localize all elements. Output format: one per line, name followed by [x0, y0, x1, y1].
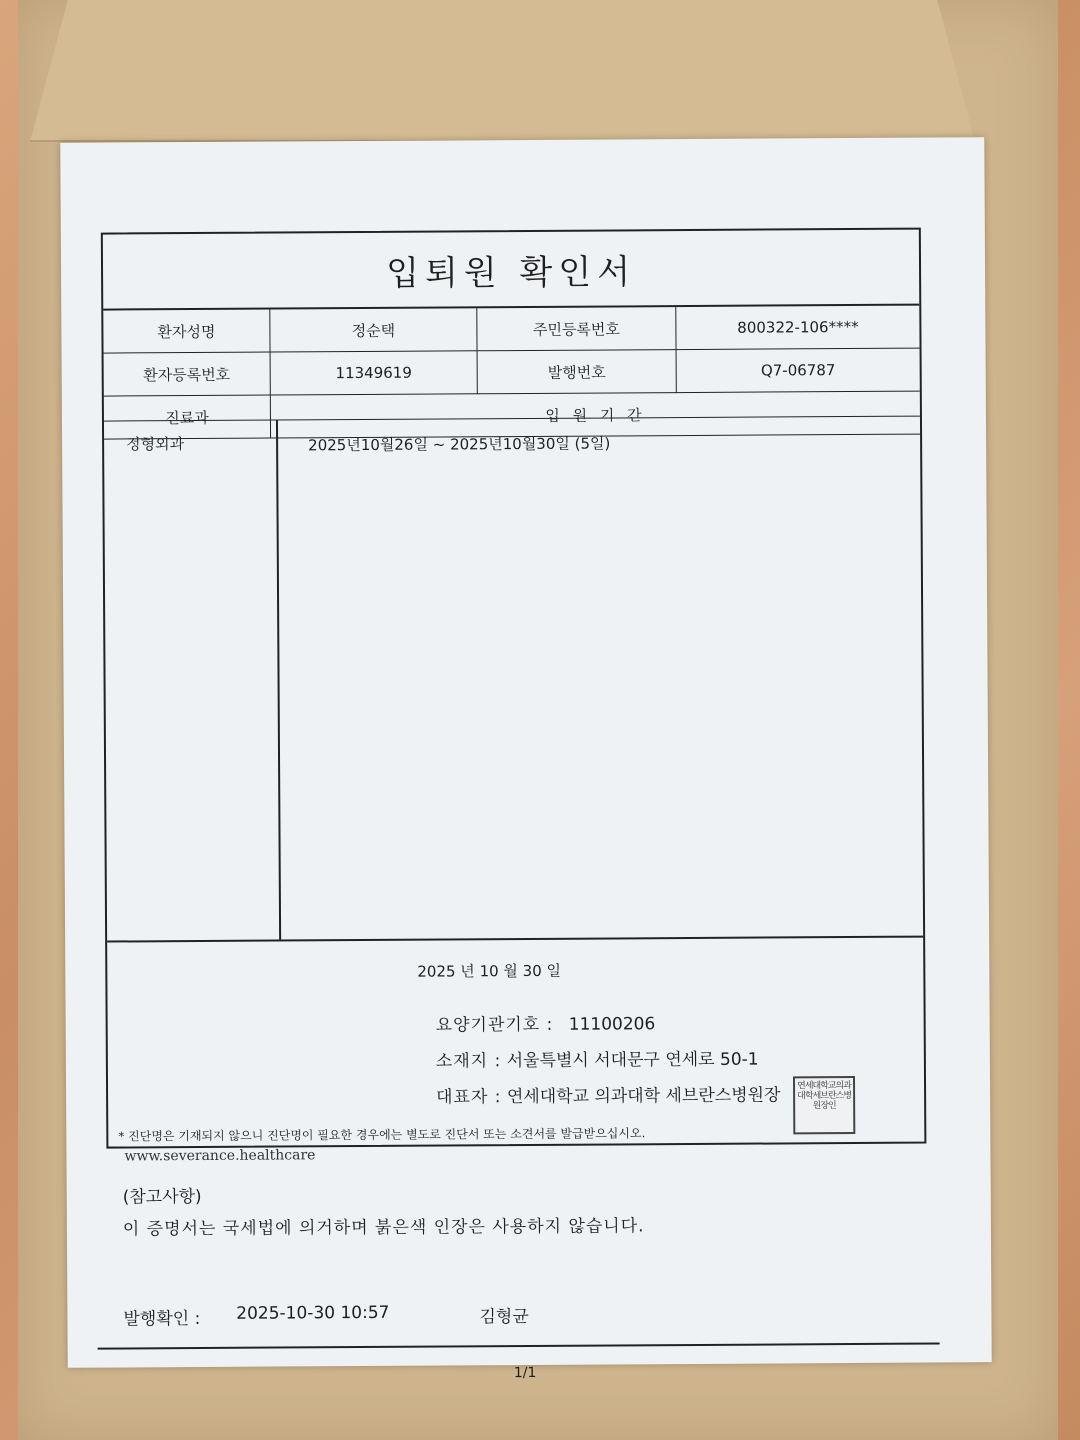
address: 서울특별시 서대문구 연세로 50-1 — [506, 1049, 759, 1072]
page-number: 1/1 — [513, 1364, 537, 1382]
period-label: 입 원 기 간 — [270, 391, 920, 438]
certificate-form — [101, 228, 927, 1149]
resident-no-label: 주민등록번호 — [477, 307, 676, 351]
issue-confirm-person: 김형균 — [479, 1306, 529, 1328]
certificate-paper — [60, 137, 991, 1382]
department-value: 정형외과 — [126, 435, 185, 454]
admission-period-value: 2025년10월26일 ~ 2025년10월30일 (5일) — [308, 434, 611, 455]
issue-confirm-label: 발행확인 : — [123, 1309, 201, 1330]
resident-no: 800322-106**** — [676, 306, 920, 350]
institution-code-label: 요양기관기호 : — [435, 1014, 554, 1036]
address-label: 소재지 : — [435, 1051, 502, 1072]
table-row — [104, 348, 920, 396]
department-column — [104, 421, 281, 942]
official-seal: 연세대학교의과대학세브란스병원장인 — [793, 1076, 855, 1134]
reference-text: 이 증명서는 국세법에 의거하며 붉은색 인장은 사용하지 않습니다. — [122, 1216, 645, 1240]
address-line — [436, 1045, 759, 1072]
issue-confirmation — [123, 1302, 528, 1329]
institution-code: 11100206 — [568, 1014, 656, 1035]
department-label: 진료과 — [104, 395, 271, 439]
envelope-flap — [30, 0, 975, 142]
issue-no: Q7-06787 — [676, 348, 920, 392]
institution-code-line — [436, 1009, 656, 1035]
patient-name-label: 환자성명 — [103, 310, 270, 354]
issue-no-label: 발행번호 — [477, 350, 676, 394]
record-body — [104, 416, 923, 942]
patient-reg-no-label: 환자등록번호 — [104, 352, 271, 396]
representative-label: 대표자 : — [436, 1087, 502, 1108]
representative: 연세대학교 의과대학 세브란스병원장 — [506, 1085, 781, 1108]
document-title: 입퇴원 확인서 — [103, 230, 919, 311]
issue-confirm-time: 2025-10-30 10:57 — [236, 1302, 390, 1324]
table-row — [103, 306, 919, 353]
reference-heading: (참고사항) — [122, 1186, 202, 1208]
divider — [98, 1342, 940, 1349]
representative-line — [436, 1080, 781, 1107]
patient-reg-no: 11349619 — [270, 351, 477, 395]
signature-area — [107, 936, 924, 1149]
website-url: www.severance.healthcare — [124, 1147, 316, 1165]
patient-name: 정순택 — [270, 308, 477, 352]
issue-date: 2025 년 10 월 30 일 — [417, 961, 562, 981]
diagnosis-notice: * 진단명은 기재되지 않으니 진단명이 필요한 경우에는 별도로 진단서 또는 소견서를 발급받으십시오. — [118, 1126, 646, 1144]
